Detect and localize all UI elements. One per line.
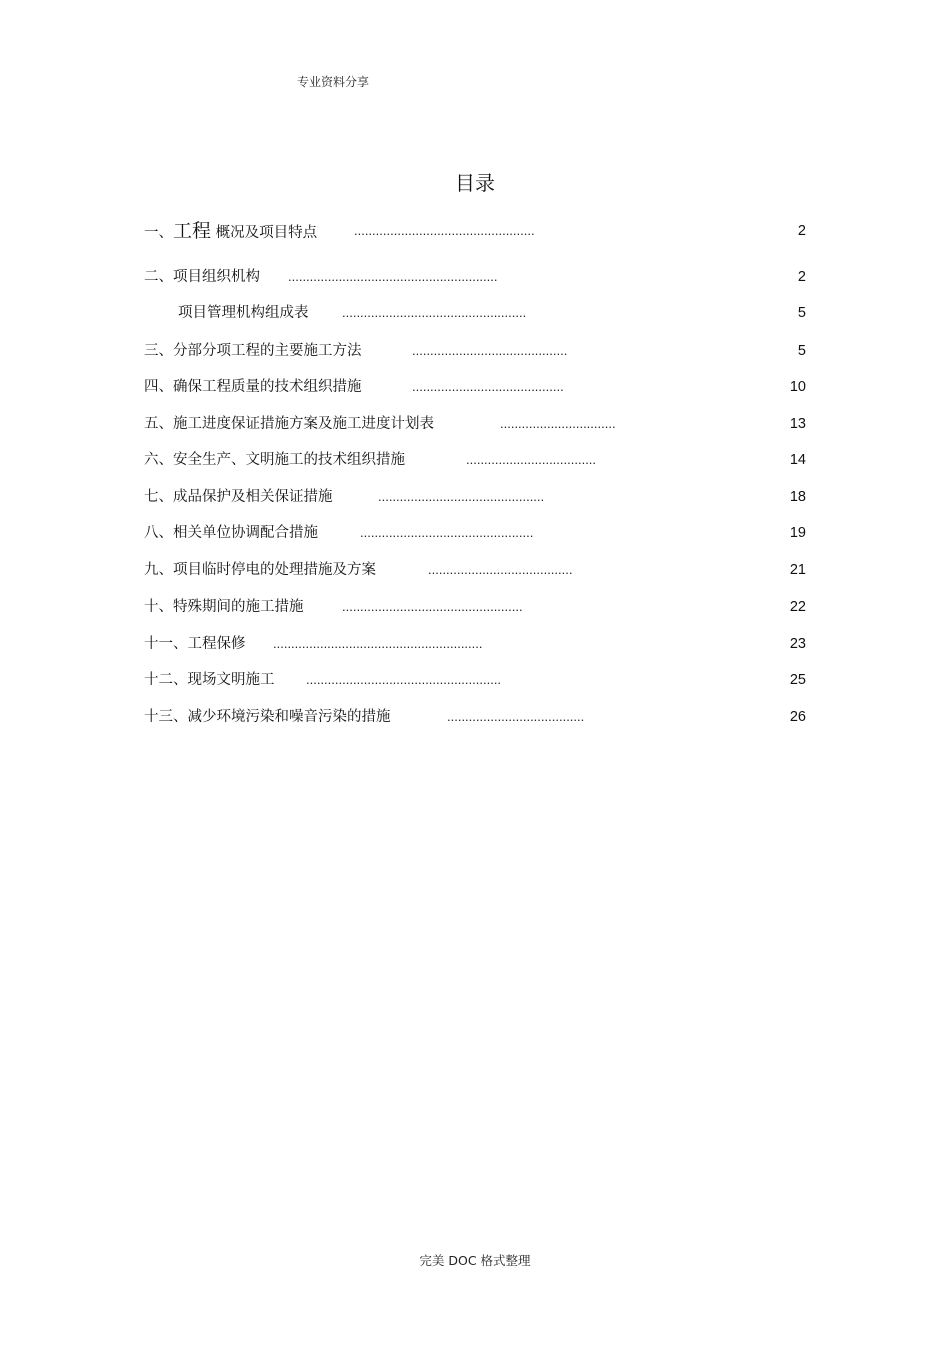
toc-dot-leader: ........................................ xyxy=(428,562,573,577)
toc-title: 目录 xyxy=(455,171,495,195)
toc-entry-label: 四、确保工程质量的技术组织措施 xyxy=(144,379,362,395)
toc-entry-label-large: 工程 xyxy=(173,220,212,242)
toc-entry xyxy=(144,413,806,435)
toc-dot-leader: .......................................................... xyxy=(273,636,483,651)
toc-dot-leader: .......................................... xyxy=(412,379,564,394)
toc-page-number: 22 xyxy=(789,599,806,615)
toc-entry-label: 项目管理机构组成表 xyxy=(178,305,309,321)
toc-page-number: 26 xyxy=(789,709,806,725)
toc-page-number: 2 xyxy=(797,269,806,285)
toc-entry-label: 五、施工进度保证措施方案及施工进度计划表 xyxy=(144,416,434,432)
toc-entry-label: 三、分部分项工程的主要施工方法 xyxy=(144,343,362,359)
toc-entry xyxy=(144,559,806,581)
toc-dot-leader: .................................................. xyxy=(342,599,523,614)
toc-entry xyxy=(144,486,806,508)
toc-entry xyxy=(144,449,806,471)
toc-dot-leader: .......................................................... xyxy=(288,269,498,284)
toc-entry-label: 八、相关单位协调配合措施 xyxy=(144,525,318,541)
toc-entry-label: 二、项目组织机构 xyxy=(144,269,260,285)
toc-page-number: 5 xyxy=(797,305,806,321)
toc-entry-label: 七、成品保护及相关保证措施 xyxy=(144,489,333,505)
toc-entry xyxy=(144,340,806,362)
toc-page-number: 13 xyxy=(789,416,806,432)
toc-dot-leader: .................................... xyxy=(466,452,597,467)
toc-page-number: 14 xyxy=(789,452,806,468)
toc-entry-label: 六、安全生产、文明施工的技术组织措施 xyxy=(144,452,405,468)
toc-entry xyxy=(144,220,806,242)
toc-dot-leader: ........................................... xyxy=(412,343,568,358)
toc-entry xyxy=(144,266,806,288)
toc-dot-leader: ................................ xyxy=(500,416,616,431)
toc-dot-leader: .................................................. xyxy=(354,223,535,238)
toc-page-number: 25 xyxy=(789,672,806,688)
toc-dot-leader: ................................................... xyxy=(342,305,527,320)
toc-entry xyxy=(144,302,806,324)
header-note: 专业资料分享 xyxy=(297,75,370,89)
toc-entry-label: 十一、工程保修 xyxy=(144,636,246,652)
toc-entry-label: 十、特殊期间的施工措施 xyxy=(144,599,304,615)
toc-page-number: 21 xyxy=(789,562,806,578)
toc-page-number: 5 xyxy=(797,343,806,359)
toc-entry-label: 十三、减少环境污染和噪音污染的措施 xyxy=(144,709,391,725)
toc-entry xyxy=(144,376,806,398)
footer-note: 完美 DOC 格式整理 xyxy=(419,1253,531,1268)
toc-page-number: 23 xyxy=(789,636,806,652)
toc-entry xyxy=(144,522,806,544)
toc-page-number: 19 xyxy=(789,525,806,541)
toc-dot-leader: ................................................ xyxy=(360,525,534,540)
toc-page-number: 18 xyxy=(789,489,806,505)
toc-dot-leader: ...................................... xyxy=(447,709,585,724)
toc-dot-leader: ...................................................... xyxy=(306,672,502,687)
toc-entry xyxy=(144,669,806,691)
toc-page-number: 10 xyxy=(789,379,806,395)
toc-dot-leader: .............................................. xyxy=(378,489,545,504)
toc-entry-label: 一、工程 概况及项目特点 xyxy=(144,220,318,242)
toc-page-number: 2 xyxy=(797,223,806,239)
toc-entry xyxy=(144,706,806,728)
toc-entry xyxy=(144,596,806,618)
toc-entry-label: 十二、现场文明施工 xyxy=(144,672,275,688)
toc-entry xyxy=(144,633,806,655)
toc-entry-label: 九、项目临时停电的处理措施及方案 xyxy=(144,562,376,578)
